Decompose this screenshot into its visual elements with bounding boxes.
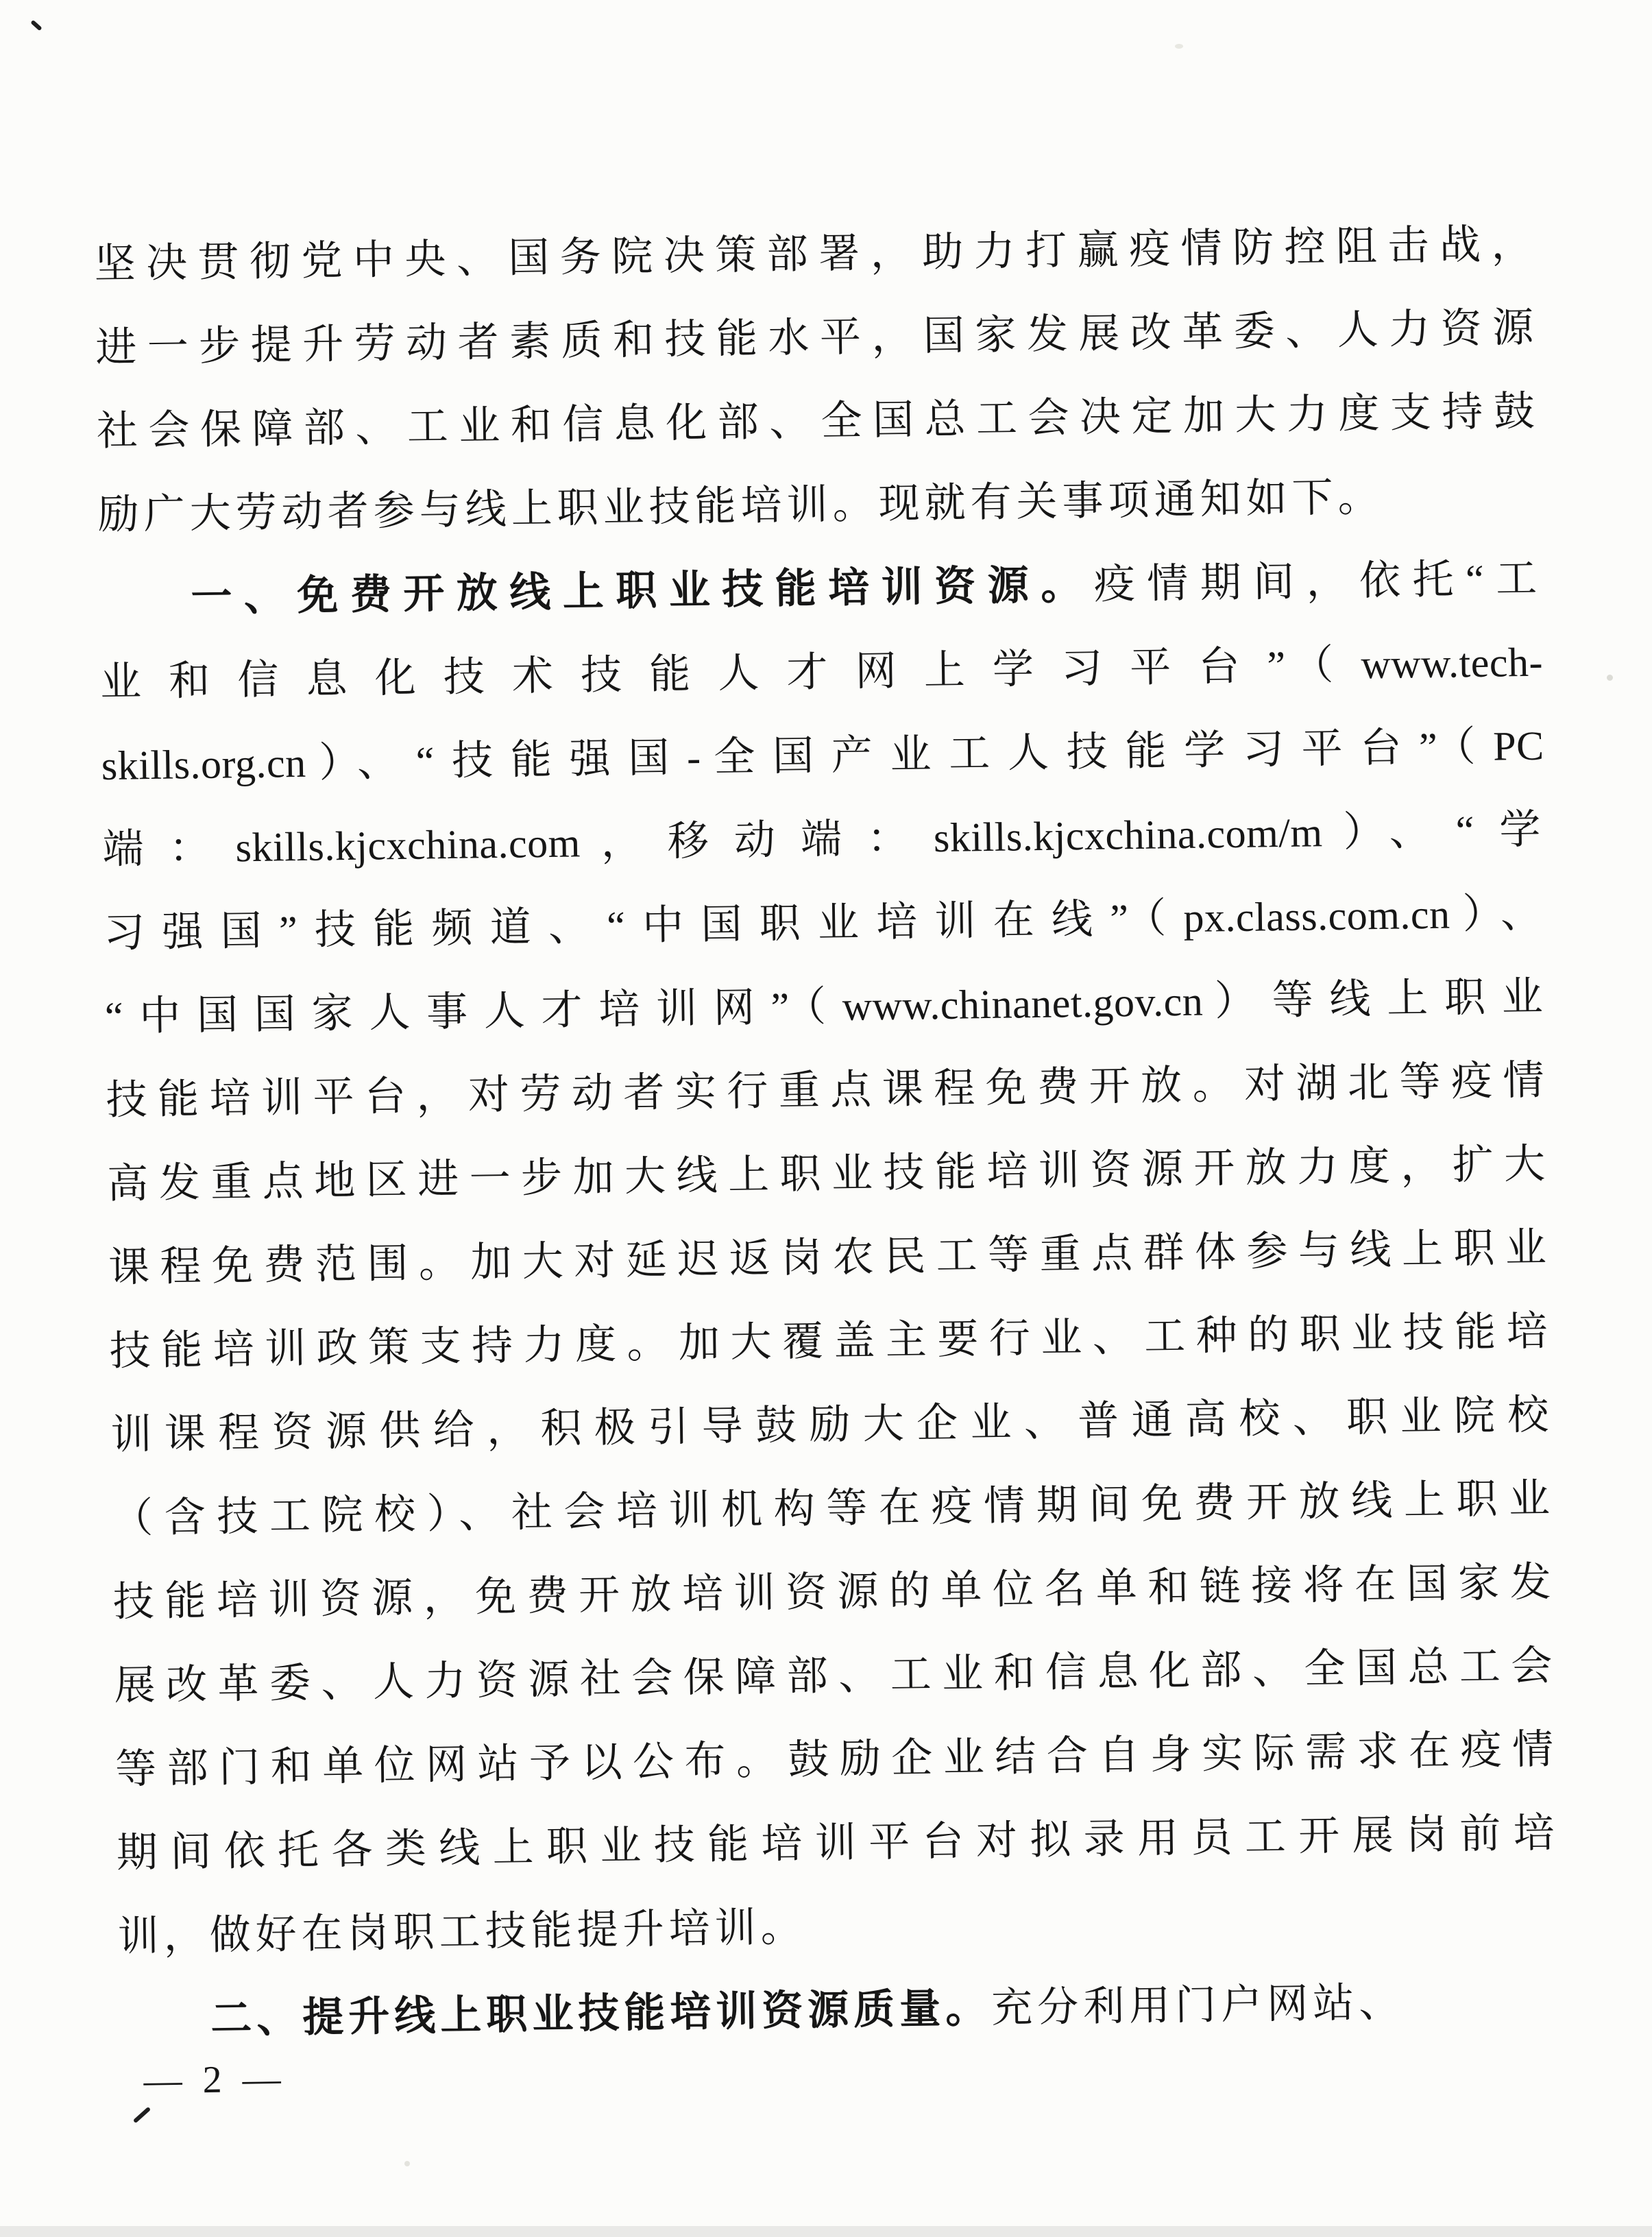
latin-text: PC — [1492, 723, 1545, 769]
line-text: 展改革委、人力资源社会保障部、工业和信息化部、全国总工会 — [114, 1643, 1557, 1708]
scan-artifact — [1175, 44, 1183, 49]
latin-text: - — [686, 734, 702, 781]
scan-artifact — [404, 2161, 410, 2166]
line-text: 习强国”技能频道、“中国职业培训在线”（px.class.com.cn）、 — [103, 890, 1547, 956]
line-text: skills.org.cn）、“技能强国-全国产业工人技能学习平台”（PC — [101, 723, 1545, 789]
line-text: 社会保障部、工业和信息化部、全国总工会决定加大力度支持鼓 — [96, 388, 1540, 455]
document-body — [94, 202, 1562, 2062]
line-text: 高发重点地区进一步加大线上职业技能培训资源开放力度，扩大 — [106, 1141, 1551, 1207]
scan-artifact — [1607, 675, 1613, 681]
line-text: 技能培训政策支持力度。加大覆盖主要行业、工种的职业技能培 — [109, 1308, 1553, 1374]
latin-text: px.class.com.cn — [1182, 891, 1450, 941]
line-text: 励广大劳动者参与线上职业技能培训。现就有关事项通知如下。 — [97, 474, 1384, 538]
section-heading: 一、免费开放线上职业技能培训资源。 — [190, 561, 1095, 620]
line-text: 训，做好在岗职工技能提升培训。 — [117, 1904, 807, 1959]
line-text: 课程免费范围。加大对延迟返岗农民工等重点群体参与线上职业 — [108, 1224, 1552, 1290]
line-text: 坚决贯彻党中央、国务院决策部署，助力打赢疫情防控阻击战， — [94, 221, 1538, 287]
line-text: 期间依托各类线上职业技能培训平台对拟录用员工开展岗前培 — [116, 1810, 1560, 1876]
latin-text: skills.kjcxchina.com — [235, 820, 581, 871]
line-text: 疫情期间，依托“工 — [1093, 555, 1542, 607]
line-text: 业和信息化技术技能人才网上学习平台”（www.tech- — [99, 639, 1544, 705]
page-number: — 2 — — [143, 2057, 287, 2103]
latin-text: www.tech- — [1360, 639, 1544, 688]
line-text: 训课程资源供给，积极引导鼓励大企业、普通高校、职业院校 — [110, 1392, 1554, 1458]
line-text: 端：skills.kjcxchina.com，移动端：skills.kjcxchina.com/m）、“学 — [102, 806, 1546, 873]
line-text: 等部门和单位网站予以公布。鼓励企业结合自身实际需求在疫情 — [114, 1726, 1559, 1792]
latin-text: skills.org.cn — [101, 740, 307, 789]
line-text: （含技工院校）、社会培训机构等在疫情期间免费开放线上职业 — [111, 1475, 1555, 1541]
latin-text: www.chinanet.gov.cn — [842, 978, 1204, 1029]
line-text: “中国国家人事人才培训网”（www.chinanet.gov.cn）等线上职业 — [104, 974, 1548, 1039]
latin-text: skills.kjcxchina.com/m — [933, 810, 1324, 861]
line-text: 进一步提升劳动者素质和技能水平，国家发展改革委、人力资源 — [95, 304, 1539, 371]
line-text: 技能培训资源，免费开放培训资源的单位名单和链接将在国家发 — [112, 1559, 1557, 1625]
line-text: 充分利用门户网站、 — [991, 1979, 1405, 2031]
section-heading: 二、提升线上职业技能培训资源质量。 — [210, 1985, 992, 2042]
line-text: 技能培训平台，对劳动者实行重点课程免费开放。对湖北等疫情 — [106, 1057, 1549, 1123]
